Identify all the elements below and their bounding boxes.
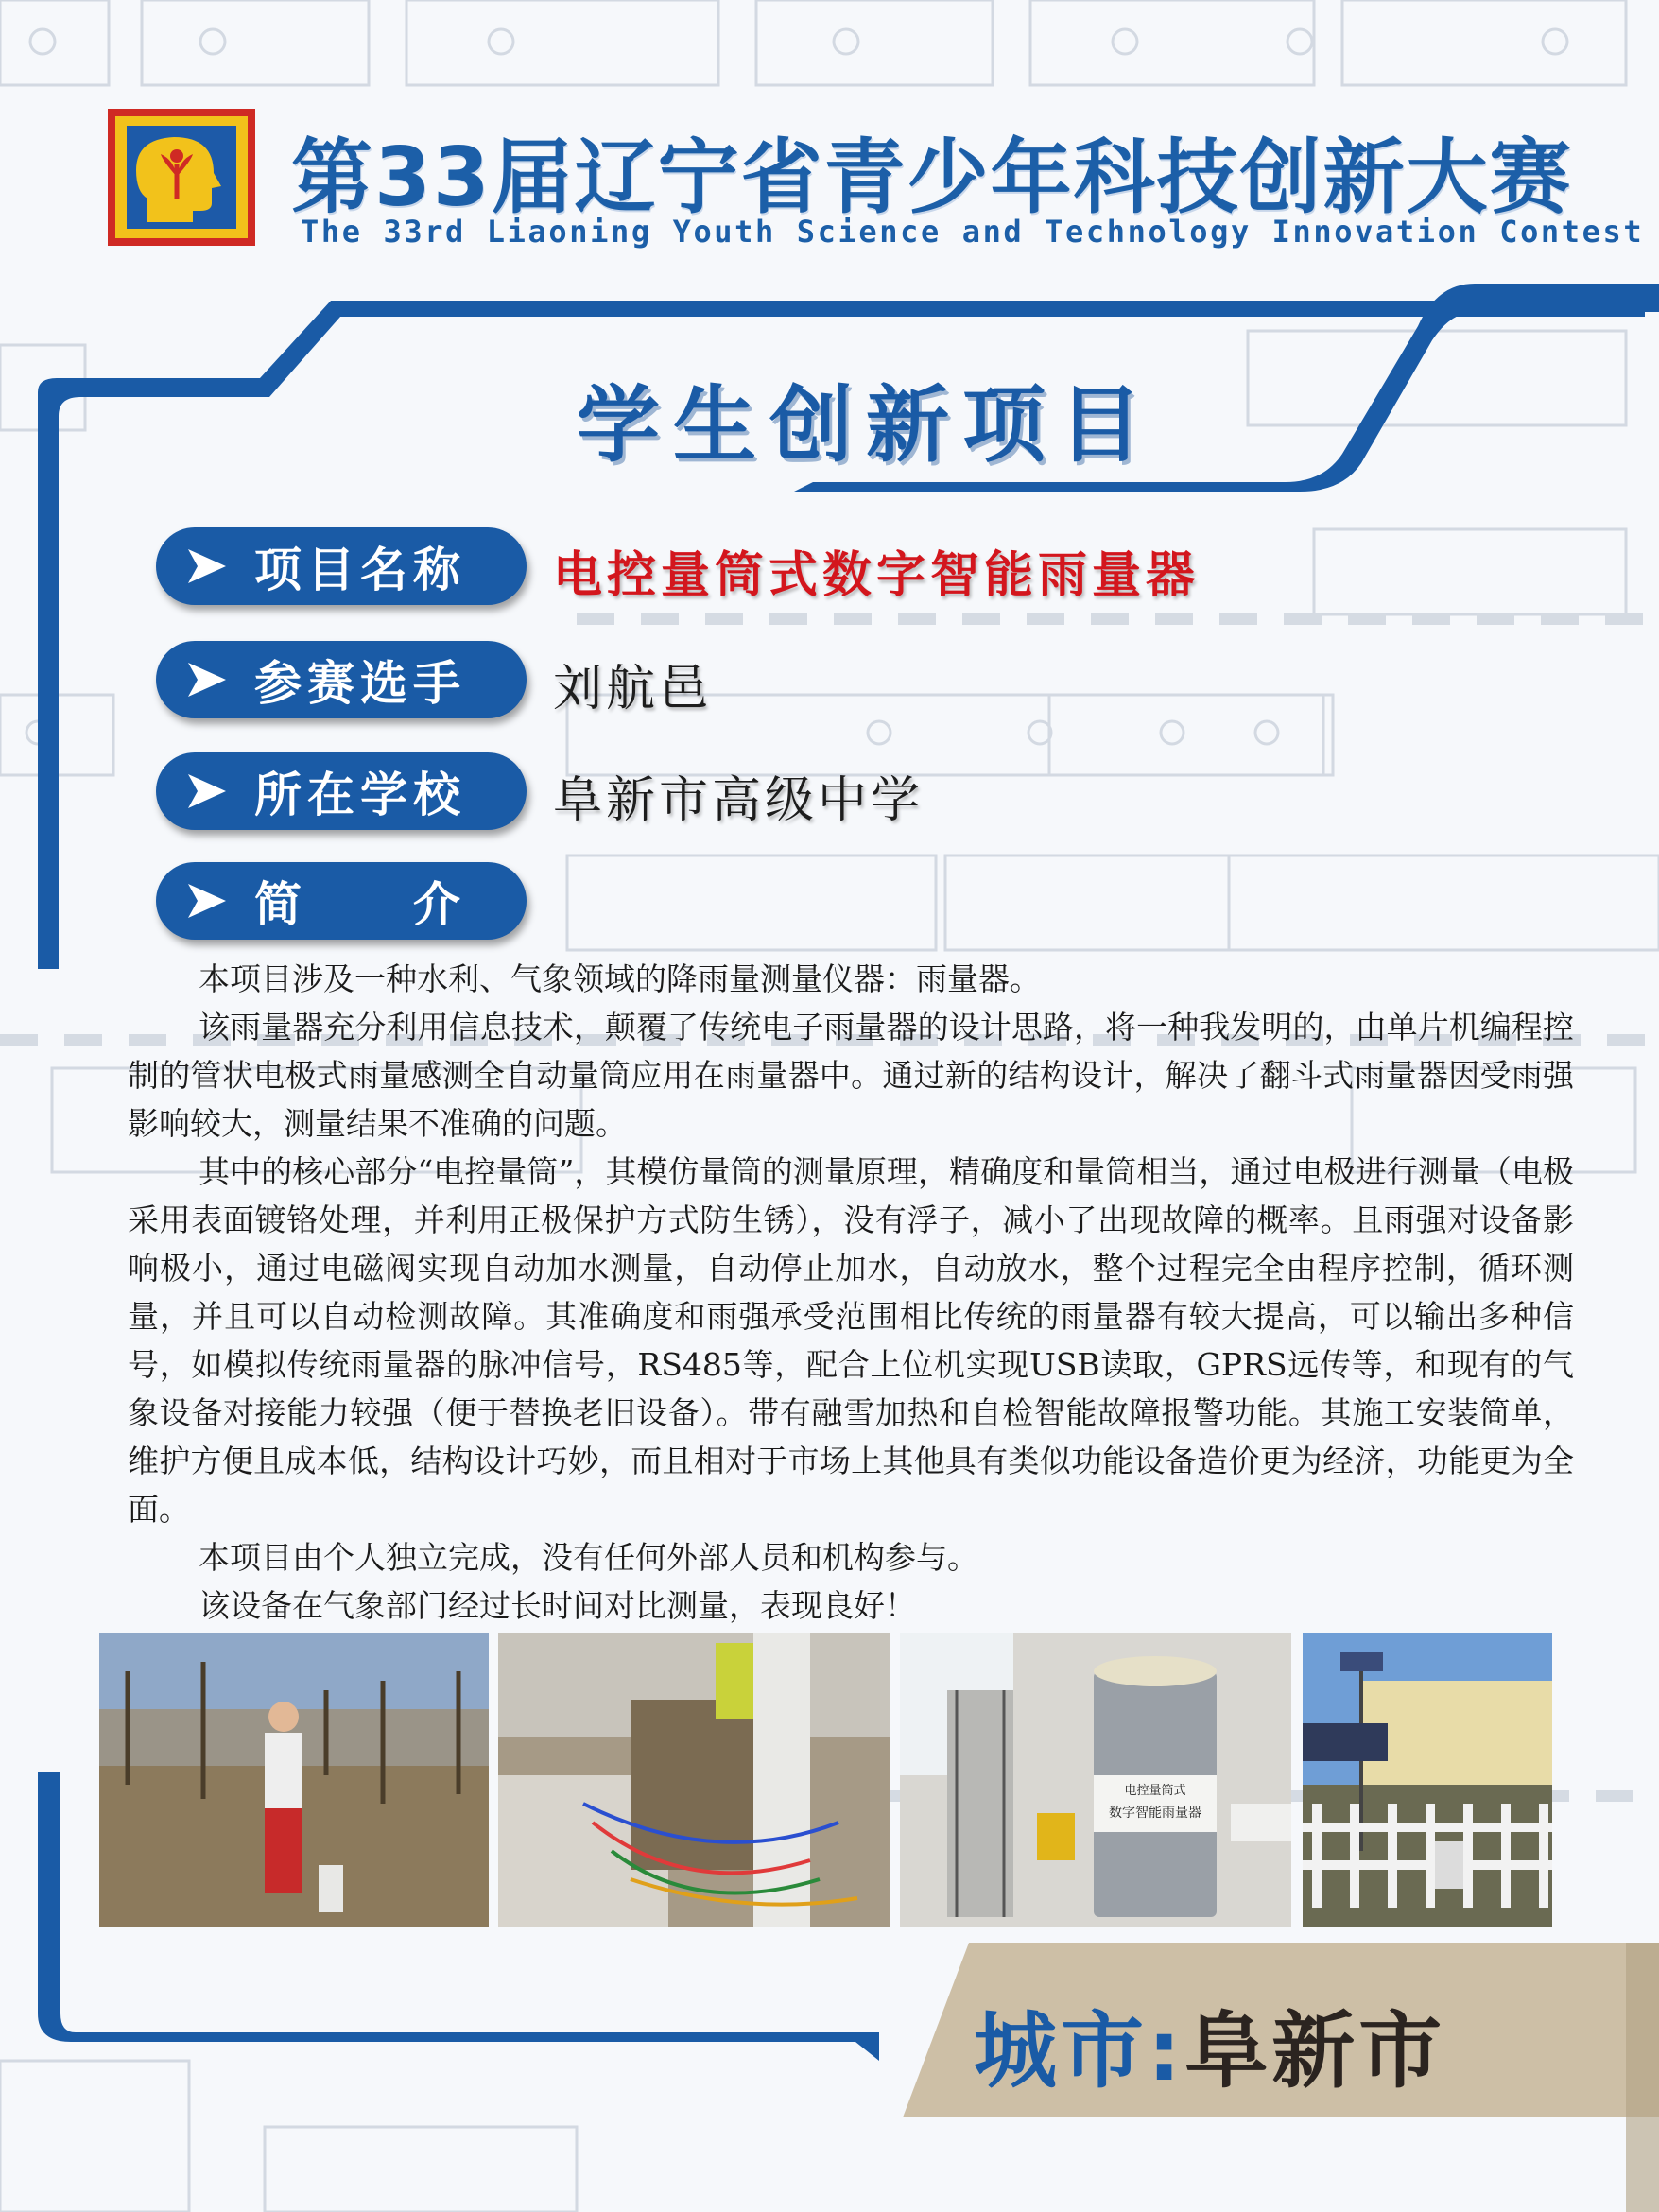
- intro-paragraph: 本项目涉及一种水利、气象领域的降雨量测量仪器：雨量器。: [199, 960, 1041, 997]
- label-intro: [156, 862, 527, 940]
- city-key: 城市: [974, 2002, 1149, 2100]
- photo-outdoor-installation: [1303, 1633, 1552, 1927]
- city-value: 阜新市: [1184, 2001, 1446, 2100]
- device-label-title: 电控量筒式: [1124, 1784, 1186, 1798]
- intro-paragraph: 本项目由个人独立完成，没有任何外部人员和机构参与。: [199, 1539, 978, 1576]
- contest-title-chinese: 第33届辽宁省青少年科技创新大赛: [291, 130, 1573, 225]
- label-project-name: [156, 527, 527, 605]
- label-text: 参赛选手: [254, 656, 466, 711]
- contestant-value: 刘航邑: [553, 661, 713, 717]
- label-text: 所在学校: [254, 768, 466, 822]
- photo-electronics-workbench: [498, 1633, 890, 1927]
- city-label: [974, 1985, 1579, 2104]
- intro-paragraph: 该雨量器充分利用信息技术，颠覆了传统电子雨量器的设计思路，将一种我发明的，由单片机编程控制的管状电极式雨量感测全自动量筒应用在雨量器中。通过新的结构设计，解决了翻斗式雨量器因受雨强影响较大，测量结果不准确的问题。: [128, 1009, 1574, 1142]
- arrow-icon: [186, 772, 228, 810]
- arrow-icon: [186, 547, 228, 585]
- contest-title-english: The 33rd Liaoning Youth Science and Technology Innovation Contest: [301, 214, 1645, 250]
- school-value: 阜新市高级中学: [553, 772, 925, 829]
- label-school: [156, 752, 527, 830]
- intro-paragraph: 其中的核心部分“电控量筒”，其模仿量筒的测量原理，精确度和量筒相当，通过电极进行测量（电极采用表面镀铬处理，并利用正极保护方式防生锈），没有浮子，减小了出现故障的概率。且雨强对设备影响极小，通过电磁阀实现自动加水测量，自动停止加水，自动放水，整个过程完全由程序控制，循环测量，并且可以自动检测故障。其准确度和雨强承受范围相比传统的雨量器有较大提高，可以输出多种信号，如模拟传统雨量器的脉冲信号，RS485等，配合上位机实现USB读取，GPRS远传等，和现有的气象设备对接能力较强（便于替换老旧设备）。带有融雪加热和自检智能故障报警功能。其施工安装简单，维护方便且成本低，结构设计巧妙，而且相对于市场上其他具有类似功能设备造价更为经济，功能更为全面。: [128, 1153, 1574, 1528]
- arrow-icon: [186, 882, 228, 920]
- photo-rain-gauge-device: [900, 1633, 1291, 1927]
- intro-paragraph: 该设备在气象部门经过长时间对比测量，表现良好！: [199, 1587, 916, 1624]
- label-text: 项目名称: [254, 543, 466, 597]
- photo-student-outdoor: [99, 1633, 489, 1927]
- arrow-icon: [186, 661, 228, 699]
- device-label-subtitle: 数字智能雨量器: [1109, 1806, 1201, 1821]
- city-separator: :: [1148, 2002, 1185, 2100]
- label-text: 简 介: [254, 877, 466, 932]
- introduction-text: [128, 955, 1574, 1630]
- label-contestant: [156, 641, 527, 718]
- contest-logo: [108, 109, 255, 246]
- section-title: 学生创新项目: [577, 376, 1156, 474]
- project-name-value: 电控量筒式数字智能雨量器: [553, 547, 1201, 604]
